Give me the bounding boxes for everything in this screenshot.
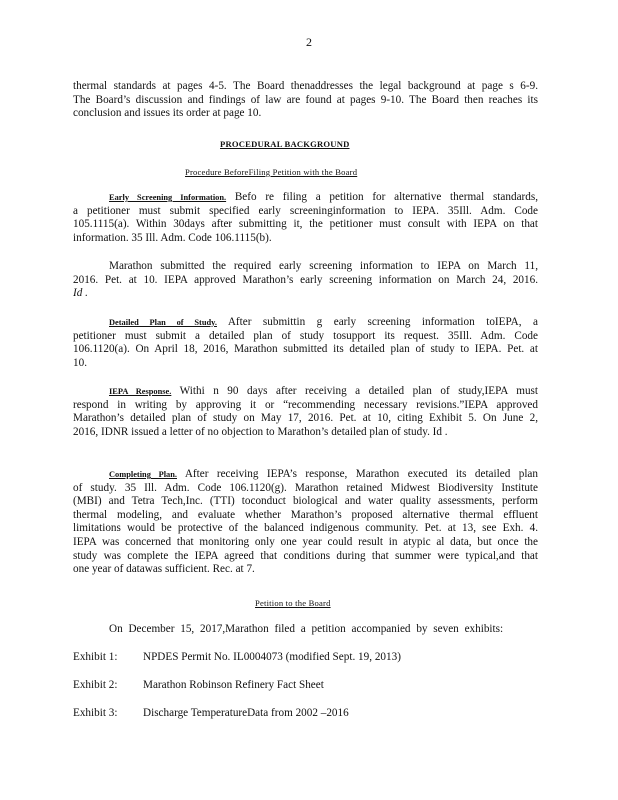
exhibit-description: Discharge TemperatureData from 2002 –2016	[143, 707, 349, 719]
detailed-plan-first-line	[73, 316, 538, 330]
petition-line: On December 15, 2017,Marathon filed a petition accompanied by seven exhibits:	[109, 623, 504, 635]
early-screening-first-rest: Befo re filing a petition for alternative thermal standards,	[226, 191, 538, 203]
exhibit-item	[73, 679, 543, 693]
detailed-plan-first-rest: After submittin g early screening information toIEPA, a	[216, 316, 538, 328]
completing-plan-line: limitations would be protective of the balanced indigenous community. Pet. at 13, see Exh. 4.	[73, 522, 538, 535]
early-screening-line: information. 35 Ill. Adm. Code 106.1115(b).	[73, 231, 272, 244]
intro-paragraph	[73, 80, 538, 121]
intro-line: thermal standards at pages 4-5. The Board thenaddresses the legal background at page s 6-9.	[73, 80, 538, 92]
iepa-response-line: Marathon’s detailed plan of study on May 17, 2016. Pet. at 10, citing Exhibit 5. On June 2,	[73, 412, 538, 425]
completing-plan-line: one year of datawas sufficient. Rec. at 7.	[73, 563, 255, 576]
heading-petition-to-board: Petition to the Board	[255, 598, 331, 608]
iepa-response-line: 2016, IDNR issued a letter of no objection to Marathon’s detailed plan of study. Id .	[73, 425, 448, 438]
marathon-submitted-paragraph	[73, 260, 538, 301]
completing-plan-title: Completing Plan.	[109, 470, 177, 479]
marathon-submitted-line: 2016. Pet. at 10. IEPA approved Marathon’s early screening information on March 24, 2016.	[73, 273, 538, 286]
detailed-plan-paragraph	[73, 316, 538, 370]
early-screening-first-line	[73, 191, 538, 205]
heading-procedural-background: PROCEDURAL BACKGROUND	[220, 139, 350, 149]
marathon-submitted-line: Id .	[73, 287, 88, 300]
detailed-plan-line: petitioner must submit a detailed plan of study tosupport its request. 35Ill. Adm. Code	[73, 329, 538, 342]
iepa-response-first-rest: Withi n 90 days after receiving a detailed plan of study,IEPA must	[171, 385, 538, 397]
intro-line: The Board’s discussion and findings of law are found at pages 9-10. The Board then reaches its	[73, 93, 538, 106]
exhibit-item	[73, 651, 543, 665]
iepa-response-line: respond in writing by approving it or “recommending necessary revisions.”IEPA approved	[73, 398, 538, 411]
intro-line: conclusion and issues its order at page 10.	[73, 107, 262, 120]
completing-plan-paragraph	[73, 468, 538, 577]
early-screening-paragraph	[73, 191, 538, 245]
iepa-response-title: IEPA Response.	[109, 387, 172, 396]
detailed-plan-title: Detailed Plan of Study.	[109, 318, 217, 327]
iepa-response-first-line	[73, 385, 538, 399]
exhibit-description: NPDES Permit No. IL0004073 (modified Sept. 19, 2013)	[143, 651, 401, 663]
petition-paragraph	[73, 623, 538, 637]
marathon-submitted-line: Marathon submitted the required early screening information to IEPA on March 11,	[109, 260, 538, 272]
completing-plan-line: (MBI) and Tetra Tech,Inc. (TTI) toconduct biological and water quality assessments, perform	[73, 495, 538, 508]
exhibit-label: Exhibit 3:	[73, 707, 118, 719]
completing-plan-first-line	[73, 468, 538, 482]
page-number: 2	[306, 35, 312, 49]
completing-plan-line: of study. 35 Ill. Adm. Code 106.1120(g). Marathon retained Midwest Biodiversity Institute	[73, 481, 538, 494]
exhibit-description: Marathon Robinson Refinery Fact Sheet	[143, 679, 324, 691]
exhibit-item	[73, 707, 543, 721]
detailed-plan-line: 106.1120(a). On April 18, 2016, Marathon submitted its detailed plan of study to IEPA. Pet. at	[73, 343, 538, 356]
early-screening-line: 105.1115(a). Within 30days after submitting it, the petitioner must consult with IEPA on that	[73, 218, 538, 231]
heading-procedure-before-filing: Procedure BeforeFiling Petition with the Board	[185, 167, 358, 177]
detailed-plan-line: 10.	[73, 356, 87, 369]
early-screening-line: a petitioner must submit specified early screeninginformation to IEPA. 35Ill. Adm. Code	[73, 204, 538, 217]
completing-plan-line: thermal modeling, and evaluate whether Marathon’s proposed alternative thermal effluent	[73, 508, 538, 521]
early-screening-title: Early Screening Information.	[109, 193, 227, 202]
iepa-response-paragraph	[73, 385, 538, 439]
exhibit-label: Exhibit 2:	[73, 679, 118, 691]
exhibit-label: Exhibit 1:	[73, 651, 118, 663]
completing-plan-line: IEPA was concerned that monitoring only one year could result in atypic al data, but once the	[73, 535, 538, 548]
completing-plan-line: study was complete the IEPA agreed that conditions during that summer were typical,and that	[73, 549, 538, 562]
completing-plan-first-rest: After receiving IEPA’s response, Marathon executed its detailed plan	[177, 468, 538, 480]
